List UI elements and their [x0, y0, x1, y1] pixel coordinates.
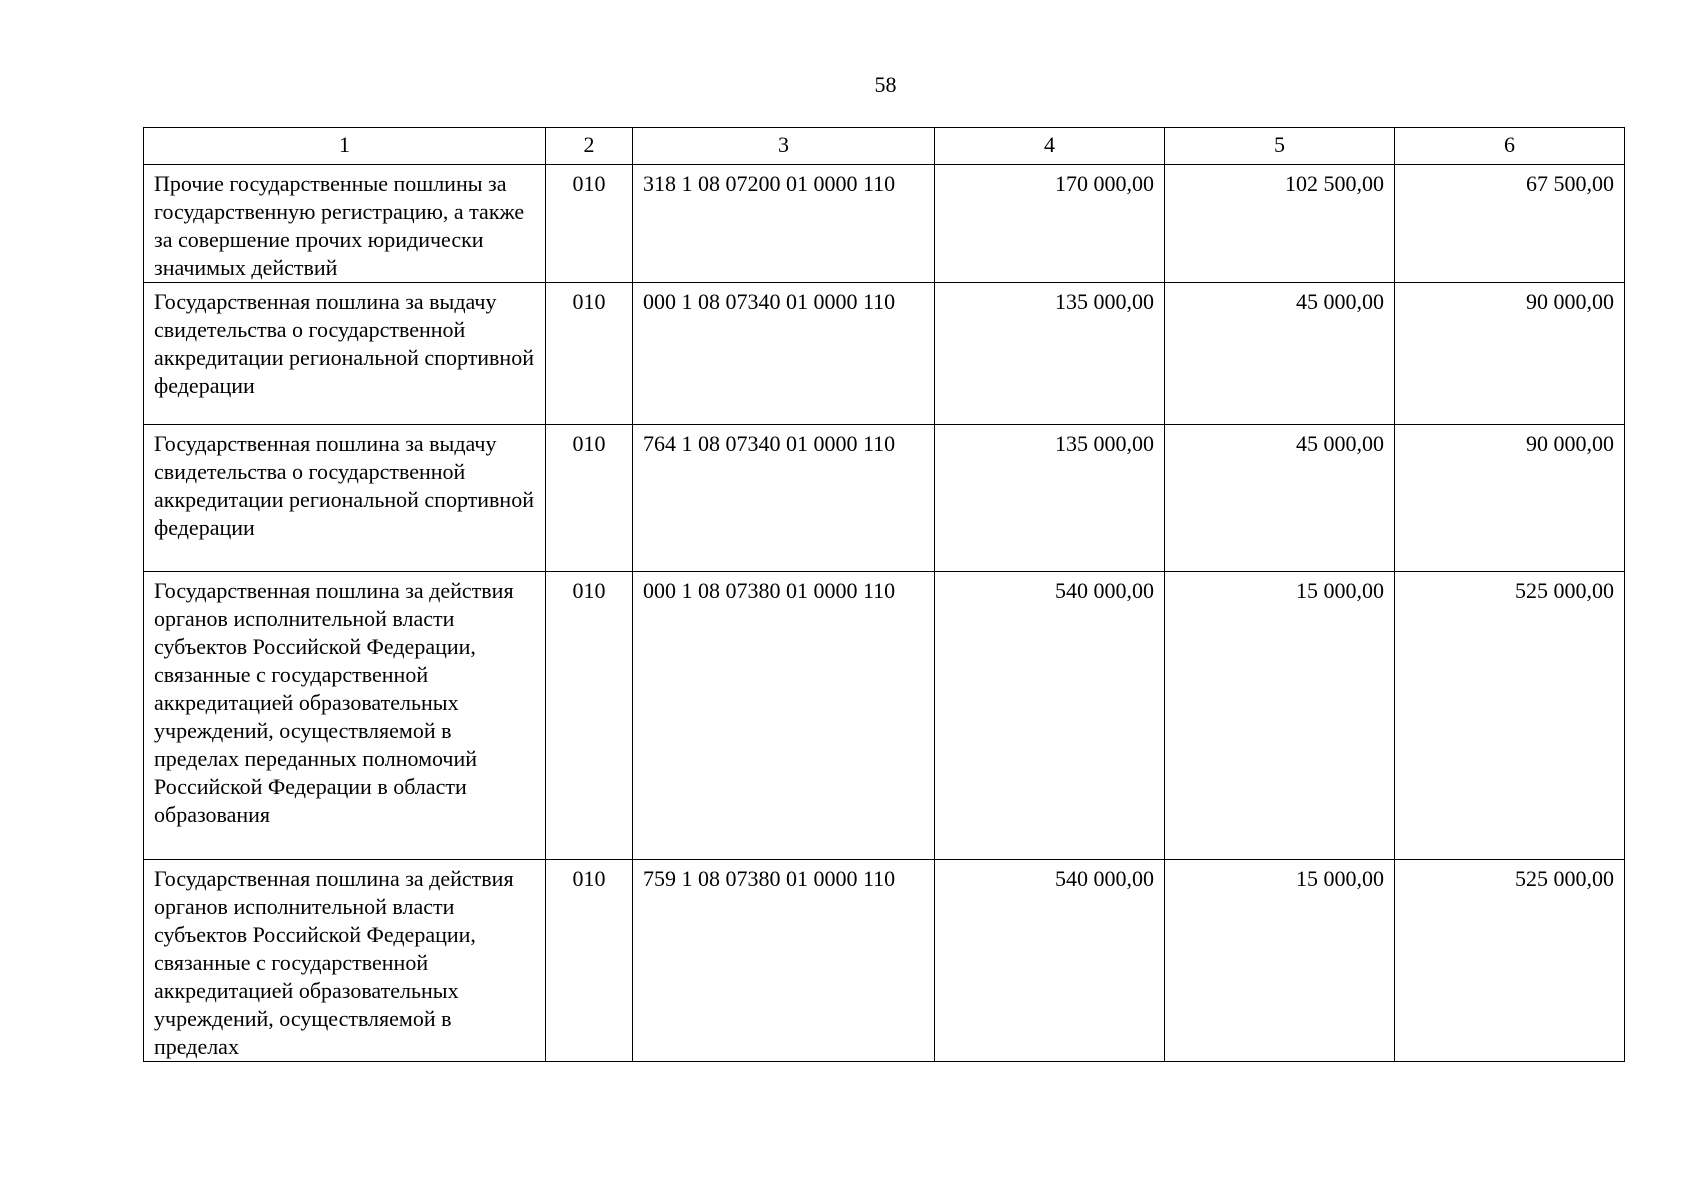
row-col4-cell: 135 000,00: [935, 283, 1165, 425]
row-name-cell: Государственная пошлина за выдачу свидетельства о государственной аккредитации региональной спортивной федерации: [144, 425, 546, 572]
table-row: [144, 860, 1625, 1062]
row-col6-cell: 525 000,00: [1395, 860, 1625, 1062]
table-row: [144, 572, 1625, 860]
page-number: 58: [874, 72, 897, 97]
row-col5-cell: 102 500,00: [1165, 165, 1395, 283]
row-kbk-cell: 764 1 08 07340 01 0000 110: [633, 425, 935, 572]
budget-table: [143, 127, 1625, 1062]
header-col-6: 6: [1395, 128, 1625, 165]
row-code-cell: 010: [546, 283, 633, 425]
row-col4-cell: 170 000,00: [935, 165, 1165, 283]
row-code-cell: 010: [546, 572, 633, 860]
table-header-row: [144, 128, 1625, 165]
row-name-cell: Государственная пошлина за действия органов исполнительной власти субъектов Российской Федерации, связанные с государственной аккредитацией образовательных учреждений, осуществляемой в пределах: [144, 860, 546, 1062]
row-col4-cell: 540 000,00: [935, 860, 1165, 1062]
table-row: [144, 165, 1625, 283]
row-code-cell: 010: [546, 425, 633, 572]
row-col5-cell: 45 000,00: [1165, 425, 1395, 572]
row-col6-cell: 90 000,00: [1395, 283, 1625, 425]
header-col-3: 3: [633, 128, 935, 165]
row-kbk-cell: 759 1 08 07380 01 0000 110: [633, 860, 935, 1062]
row-col5-cell: 15 000,00: [1165, 860, 1395, 1062]
row-code-cell: 010: [546, 860, 633, 1062]
row-kbk-cell: 000 1 08 07340 01 0000 110: [633, 283, 935, 425]
table-row: [144, 283, 1625, 425]
row-kbk-cell: 318 1 08 07200 01 0000 110: [633, 165, 935, 283]
row-name-cell: Прочие государственные пошлины за государственную регистрацию, а также за совершение прочих юридически значимых действий: [144, 165, 546, 283]
header-col-4: 4: [935, 128, 1165, 165]
row-col4-cell: 135 000,00: [935, 425, 1165, 572]
row-col6-cell: 525 000,00: [1395, 572, 1625, 860]
row-col5-cell: 15 000,00: [1165, 572, 1395, 860]
row-kbk-cell: 000 1 08 07380 01 0000 110: [633, 572, 935, 860]
row-col6-cell: 90 000,00: [1395, 425, 1625, 572]
row-code-cell: 010: [546, 165, 633, 283]
header-col-2: 2: [546, 128, 633, 165]
row-col4-cell: 540 000,00: [935, 572, 1165, 860]
row-name-cell: Государственная пошлина за выдачу свидетельства о государственной аккредитации региональной спортивной федерации: [144, 283, 546, 425]
row-name-cell: Государственная пошлина за действия органов исполнительной власти субъектов Российской Федерации, связанные с государственной аккредитацией образовательных учреждений, осуществляемой в пределах переданных полномочий Российской Федерации в области образования: [144, 572, 546, 860]
header-col-5: 5: [1165, 128, 1395, 165]
table-row: [144, 425, 1625, 572]
row-col5-cell: 45 000,00: [1165, 283, 1395, 425]
header-col-1: 1: [144, 128, 546, 165]
row-col6-cell: 67 500,00: [1395, 165, 1625, 283]
